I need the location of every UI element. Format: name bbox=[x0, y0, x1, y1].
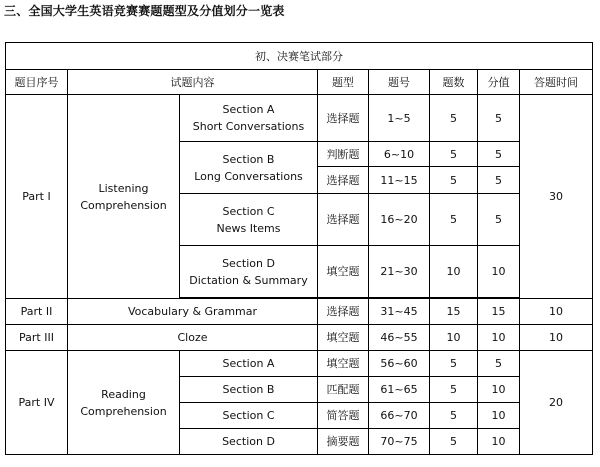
header-question-range: 题号 bbox=[369, 70, 430, 95]
question-count: 5 bbox=[430, 95, 478, 142]
table-row bbox=[6, 351, 593, 377]
question-range: 16~20 bbox=[369, 194, 430, 246]
question-type: 选择题 bbox=[318, 167, 369, 194]
exam-structure-table bbox=[5, 42, 593, 455]
part-4-time: 20 bbox=[520, 351, 593, 455]
part-2-content: Vocabulary & Grammar bbox=[68, 299, 318, 325]
question-type: 填空题 bbox=[318, 351, 369, 377]
part-4-section-c: Section C bbox=[180, 403, 318, 429]
question-count: 5 bbox=[430, 403, 478, 429]
question-range: 1~5 bbox=[369, 95, 430, 142]
question-type: 选择题 bbox=[318, 194, 369, 246]
question-range: 70~75 bbox=[369, 429, 430, 455]
score: 5 bbox=[478, 142, 520, 167]
question-type: 简答题 bbox=[318, 403, 369, 429]
question-count: 5 bbox=[430, 194, 478, 246]
part-2-label: Part II bbox=[6, 299, 68, 325]
section-subtitle: News Items bbox=[216, 221, 281, 235]
question-range: 6~10 bbox=[369, 142, 430, 167]
part-4-content-line-1: Reading bbox=[101, 387, 146, 401]
question-range: 21~30 bbox=[369, 246, 430, 298]
part-1-content-line-2: Comprehension bbox=[80, 198, 167, 212]
question-count: 5 bbox=[430, 377, 478, 403]
header-question-type: 题型 bbox=[318, 70, 369, 95]
question-type: 匹配题 bbox=[318, 377, 369, 403]
score: 10 bbox=[478, 377, 520, 403]
part-1-section-b bbox=[180, 142, 318, 194]
table-title: 初、决赛笔试部分 bbox=[6, 43, 593, 70]
score: 5 bbox=[478, 167, 520, 194]
header-content: 试题内容 bbox=[68, 70, 318, 95]
part-1-time: 30 bbox=[520, 95, 593, 299]
score: 5 bbox=[478, 194, 520, 246]
question-type: 填空题 bbox=[318, 325, 369, 351]
part-4-content bbox=[68, 351, 180, 455]
part-3-label: Part III bbox=[6, 325, 68, 351]
score: 5 bbox=[478, 351, 520, 377]
part-1-content bbox=[68, 95, 180, 299]
page-heading: 三、全国大学生英语竞赛赛题题型及分值划分一览表 bbox=[4, 4, 285, 18]
part-1-section-c bbox=[180, 194, 318, 246]
part-4-section-b: Section B bbox=[180, 377, 318, 403]
part-3-time: 10 bbox=[520, 325, 593, 351]
section-title: Section D bbox=[222, 256, 275, 270]
section-title: Section B bbox=[222, 152, 275, 166]
section-title: Section C bbox=[222, 204, 275, 218]
part-4-label: Part IV bbox=[6, 351, 68, 455]
section-title: Section A bbox=[222, 103, 275, 116]
question-range: 61~65 bbox=[369, 377, 430, 403]
part-2-time: 10 bbox=[520, 299, 593, 325]
section-subtitle: Dictation & Summary bbox=[189, 273, 308, 287]
section-subtitle: Short Conversations bbox=[192, 120, 305, 133]
header-part-number: 题目序号 bbox=[6, 70, 68, 95]
part-4-section-d: Section D bbox=[180, 429, 318, 455]
score: 10 bbox=[478, 429, 520, 455]
question-count: 5 bbox=[430, 429, 478, 455]
header-score: 分值 bbox=[478, 70, 520, 95]
question-range: 66~70 bbox=[369, 403, 430, 429]
question-type: 选择题 bbox=[318, 95, 369, 142]
part-1-content-line-1: Listening bbox=[98, 181, 149, 195]
question-range: 56~60 bbox=[369, 351, 430, 377]
part-3-content: Cloze bbox=[68, 325, 318, 351]
question-type: 摘要题 bbox=[318, 429, 369, 455]
score: 5 bbox=[478, 95, 520, 142]
question-count: 10 bbox=[430, 325, 478, 351]
header-question-count: 题数 bbox=[430, 70, 478, 95]
part-1-section-a bbox=[180, 95, 318, 142]
question-type: 选择题 bbox=[318, 299, 369, 325]
question-type: 填空题 bbox=[318, 246, 369, 298]
table-row bbox=[6, 325, 593, 351]
question-range: 46~55 bbox=[369, 325, 430, 351]
score: 10 bbox=[478, 246, 520, 298]
question-range: 11~15 bbox=[369, 167, 430, 194]
question-range: 31~45 bbox=[369, 299, 430, 325]
section-subtitle: Long Conversations bbox=[194, 169, 303, 183]
header-time: 答题时间 bbox=[520, 70, 593, 95]
part-4-content-line-2: Comprehension bbox=[80, 404, 167, 418]
question-count: 5 bbox=[430, 167, 478, 194]
part-4-section-a: Section A bbox=[180, 351, 318, 377]
question-type: 判断题 bbox=[318, 142, 369, 167]
part-1-section-d bbox=[180, 246, 318, 298]
question-count: 10 bbox=[430, 246, 478, 298]
part-1-label: Part I bbox=[6, 95, 68, 299]
question-count: 5 bbox=[430, 351, 478, 377]
table-row bbox=[6, 299, 593, 325]
score: 15 bbox=[478, 299, 520, 325]
header-row bbox=[6, 70, 593, 95]
score: 10 bbox=[478, 403, 520, 429]
question-count: 15 bbox=[430, 299, 478, 325]
table-row bbox=[6, 95, 593, 142]
question-count: 5 bbox=[430, 142, 478, 167]
score: 10 bbox=[478, 325, 520, 351]
